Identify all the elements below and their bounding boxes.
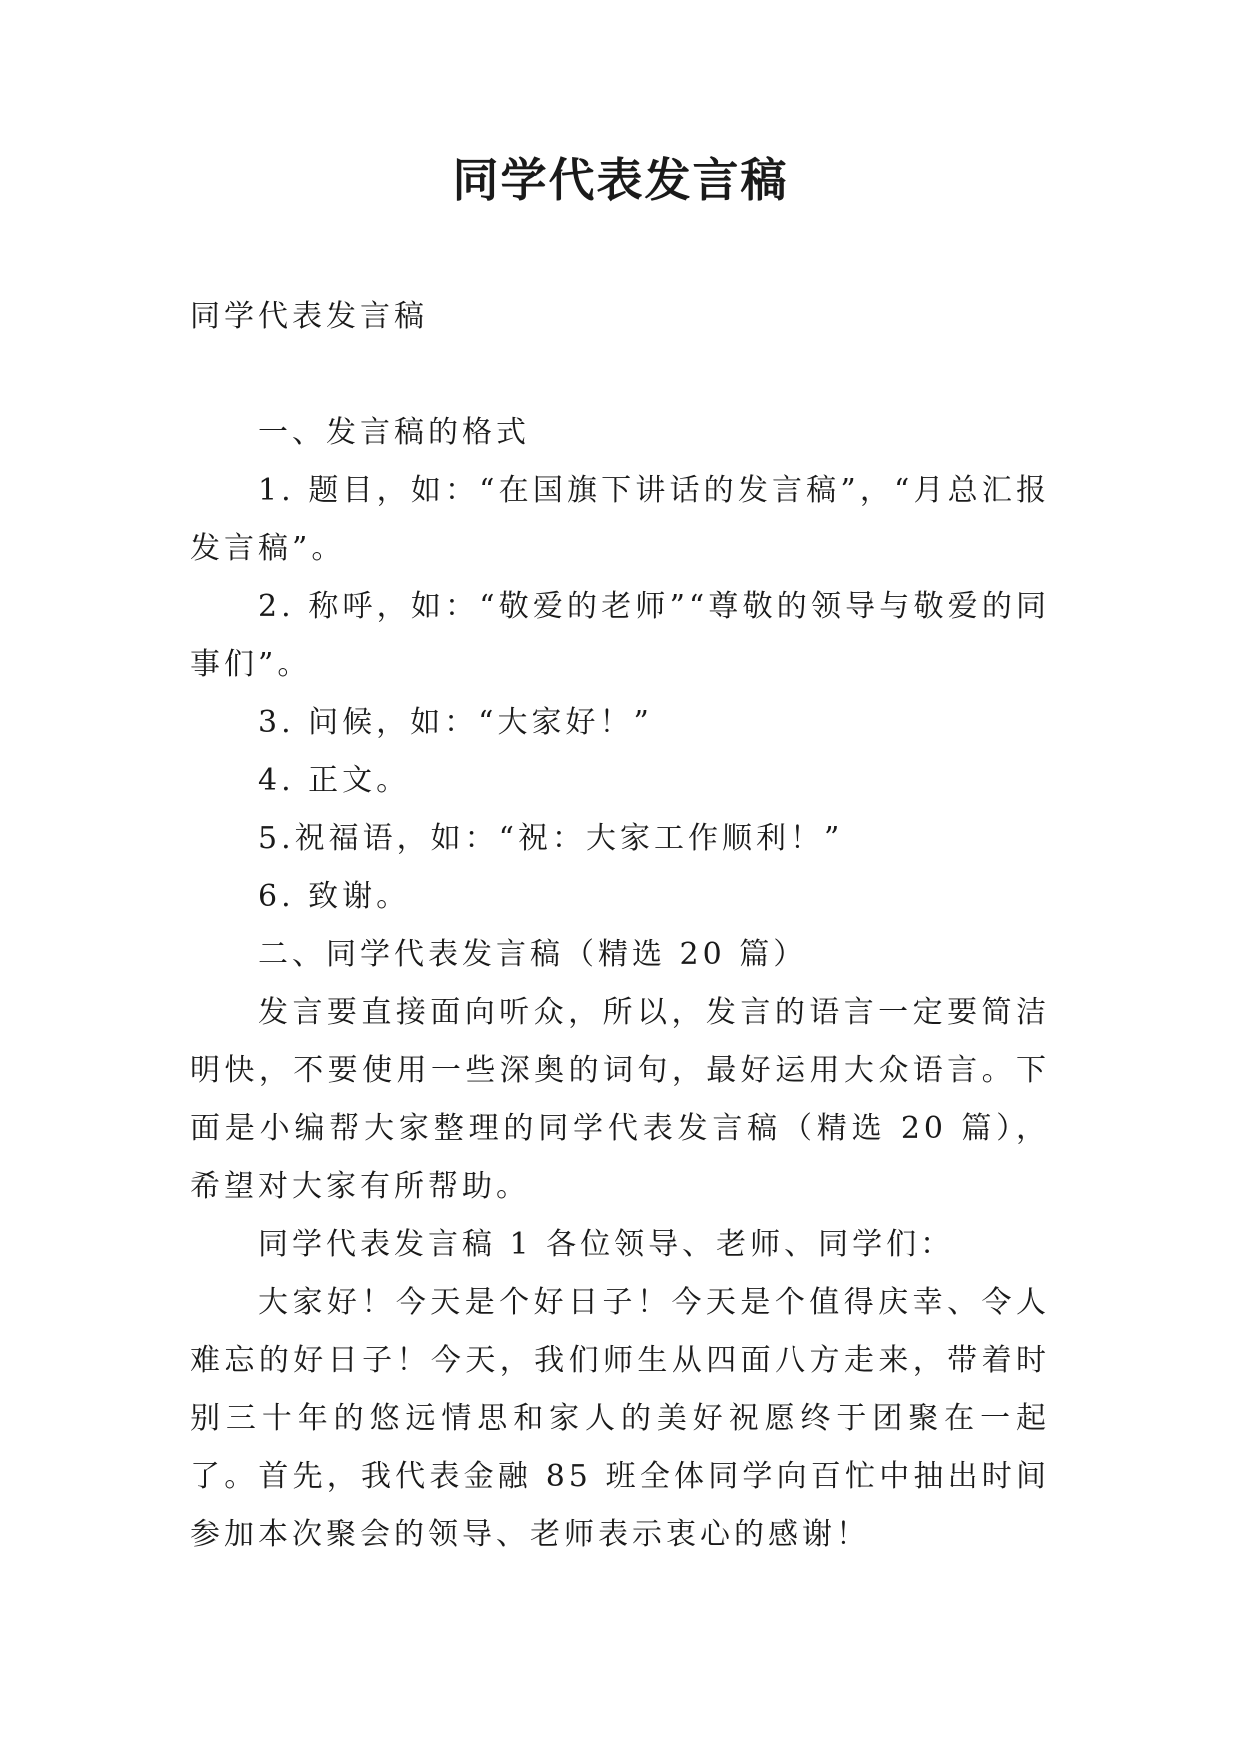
section-heading-format: 一、发言稿的格式 [258, 415, 530, 450]
document-title: 同学代表发言稿 [452, 153, 789, 207]
document-body [190, 288, 1050, 1564]
section-heading-speeches: 二、同学代表发言稿（精选 20 篇） [258, 937, 808, 972]
list-item-blessing: 5.祝福语，如：“祝：大家工作顺利！” [258, 821, 844, 856]
intro-paragraph: 发言要直接面向听众，所以，发言的语言一定要简洁明快，不要使用一些深奥的词句，最好运用大众语言。下面是小编帮大家整理的同学代表发言稿（精选 20 篇），希望对大家有所帮助。 [190, 995, 1050, 1204]
speech-1-heading: 同学代表发言稿 1 各位领导、老师、同学们： [258, 1227, 955, 1262]
list-item-greeting: 3. 问候，如：“大家好！” [258, 705, 653, 740]
list-item-title: 1. 题目，如：“在国旗下讲话的发言稿”，“月总汇报发言稿”。 [190, 473, 1050, 566]
list-item-body: 4. 正文。 [258, 763, 411, 798]
list-item-thanks: 6. 致谢。 [258, 879, 411, 914]
speech-1-paragraph: 大家好！今天是个好日子！今天是个值得庆幸、令人难忘的好日子！今天，我们师生从四面八方走来，带着时别三十年的悠远情思和家人的美好祝愿终于团聚在一起了。首先，我代表金融 85 班全体同学向百忙中抽出时间参加本次聚会的领导、老师表示衷心的感谢！ [190, 1285, 1050, 1552]
list-item-salutation: 2. 称呼，如：“敬爱的老师”“尊敬的领导与敬爱的同事们”。 [190, 589, 1050, 682]
document-subtitle: 同学代表发言稿 [190, 299, 428, 334]
